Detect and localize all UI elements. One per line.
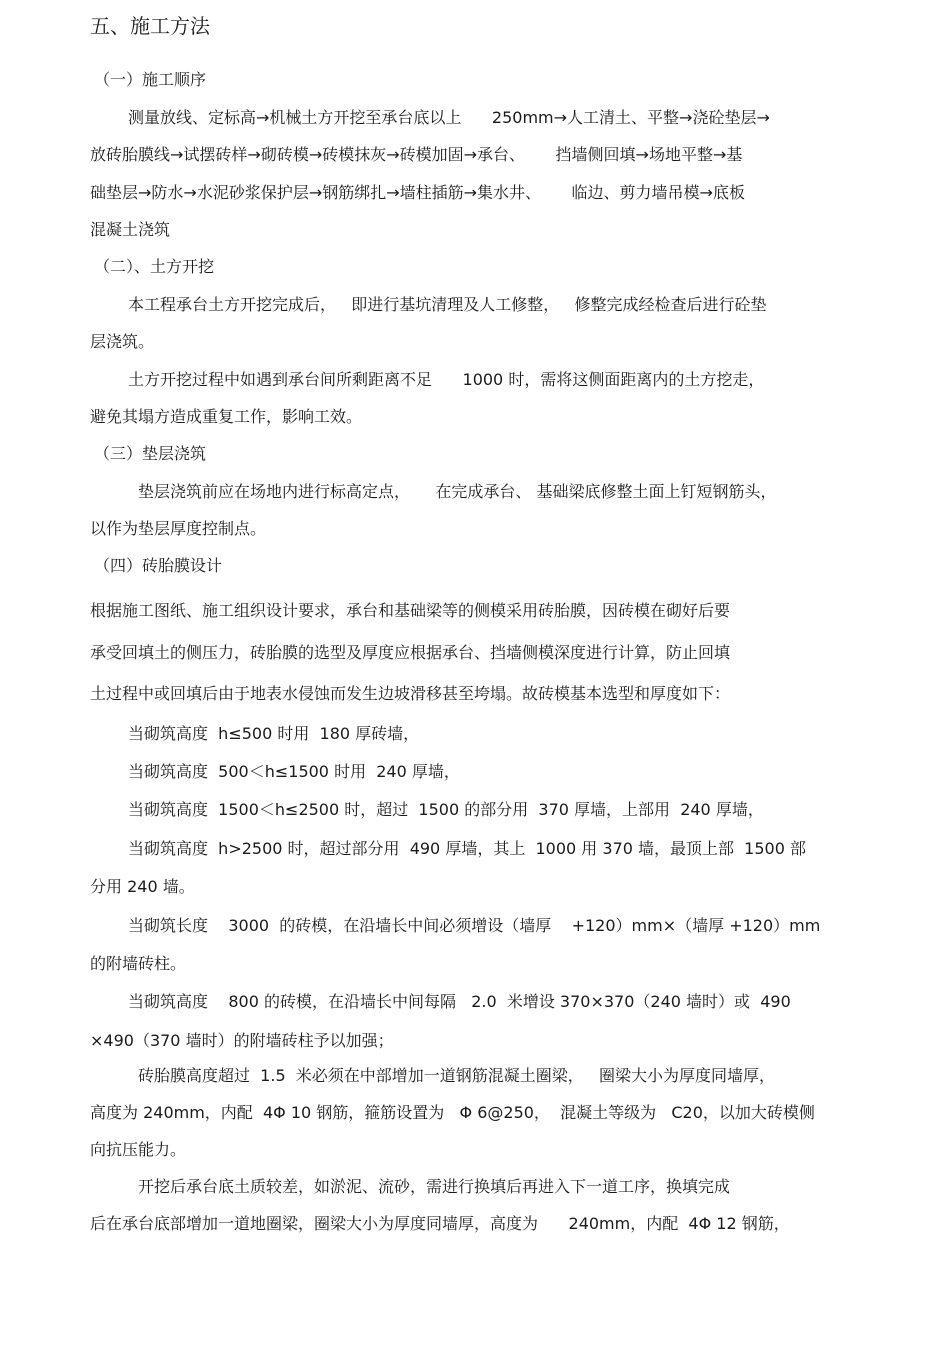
paragraph-line: 避免其塌方造成重复工作，影响工效。: [90, 407, 363, 426]
paragraph-line: 层浇筑。: [90, 332, 155, 351]
paragraph-line: 高度为 240mm，内配 4Φ 10 钢筋，箍筋设置为 Φ 6@250， 混凝土等级为 C20，以加大砖模侧: [90, 1103, 815, 1122]
paragraph-line: 当砌筑长度 3000 的砖模，在沿墙长中间必须增设（墙厚 +120）mm×（墙厚 +120）mm: [128, 916, 821, 935]
paragraph-line: 承受回填土的侧压力，砖胎膜的选型及厚度应根据承台、挡墙侧模深度进行计算，防止回填: [90, 643, 731, 662]
paragraph-line: 的附墙砖柱。: [90, 954, 187, 973]
paragraph-line: 垫层浇筑前应在场地内进行标高定点， 在完成承台、 基础梁底修整土面上钉短钢筋头，: [138, 482, 777, 501]
paragraph-line: ×490（370 墙时）的附墙砖柱予以加强；: [90, 1031, 394, 1050]
paragraph-line: 当砌筑高度 500＜h≤1500 时用 240 厚墙，: [128, 762, 460, 781]
paragraph-line: 当砌筑高度 800 的砖模，在沿墙长中间每隔 2.0 米增设 370×370（240 墙时）或 490: [128, 992, 791, 1011]
paragraph-line: 当砌筑高度 h>2500 时，超过部分用 490 厚墙，其上 1000 用 370 墙，最顶上部 1500 部: [128, 839, 806, 858]
paragraph-line: 当砌筑高度 h≤500 时用 180 厚砖墙，: [128, 724, 420, 743]
paragraph-line: 向抗压能力。: [90, 1140, 187, 1159]
paragraph-line: 分用 240 墙。: [90, 877, 195, 896]
paragraph-line: 土方开挖过程中如遇到承台间所剩距离不足 1000 时，需将这侧面距离内的土方挖走，: [128, 370, 765, 389]
subsection-heading-brick-formwork: （四）砖胎膜设计: [94, 556, 223, 575]
paragraph-line: 础垫层→防水→水泥砂浆保护层→钢筋绑扎→墙柱插筋→集水井、 临边、剪力墙吊模→底板: [90, 183, 745, 202]
paragraph-line: 本工程承台土方开挖完成后， 即进行基坑清理及人工修整， 修整完成经检查后进行砼垫: [128, 295, 767, 314]
subsection-heading-construction-sequence: （一）施工顺序: [94, 70, 207, 89]
paragraph-line: 混凝土浇筑: [90, 220, 171, 239]
paragraph-line: 土过程中或回填后由于地表水侵蚀而发生边坡滑移甚至垮塌。故砖模基本选型和厚度如下：: [90, 684, 731, 703]
paragraph-line: 放砖胎膜线→试摆砖样→砌砖模→砖模抹灰→砖模加固→承台、 挡墙侧回填→场地平整→基: [90, 145, 743, 164]
paragraph-line: 以作为垫层厚度控制点。: [90, 519, 267, 538]
paragraph-line: 根据施工图纸、施工组织设计要求，承台和基础梁等的侧模采用砖胎膜，因砖模在砌好后要: [90, 601, 731, 620]
section-title: 五、施工方法: [90, 14, 210, 38]
paragraph-line: 后在承台底部增加一道地圈梁，圈梁大小为厚度同墙厚，高度为 240mm，内配 4Φ 12 钢筋，: [90, 1214, 790, 1233]
paragraph-line: 砖胎膜高度超过 1.5 米必须在中部增加一道钢筋混凝土圈梁， 圈梁大小为厚度同墙厚，: [138, 1066, 776, 1085]
paragraph-line: 开挖后承台底土质较差，如淤泥、流砂，需进行换填后再进入下一道工序，换填完成: [138, 1177, 731, 1196]
paragraph-line: 当砌筑高度 1500＜h≤2500 时，超过 1500 的部分用 370 厚墙，上部用 240 厚墙，: [128, 800, 764, 819]
paragraph-line: 测量放线、定标高→机械土方开挖至承台底以上 250mm→人工清土、平整→浇砼垫层→: [128, 108, 770, 127]
subsection-heading-cushion-pour: （三）垫层浇筑: [94, 444, 207, 463]
subsection-heading-earthwork: （二）、土方开挖: [94, 257, 215, 276]
